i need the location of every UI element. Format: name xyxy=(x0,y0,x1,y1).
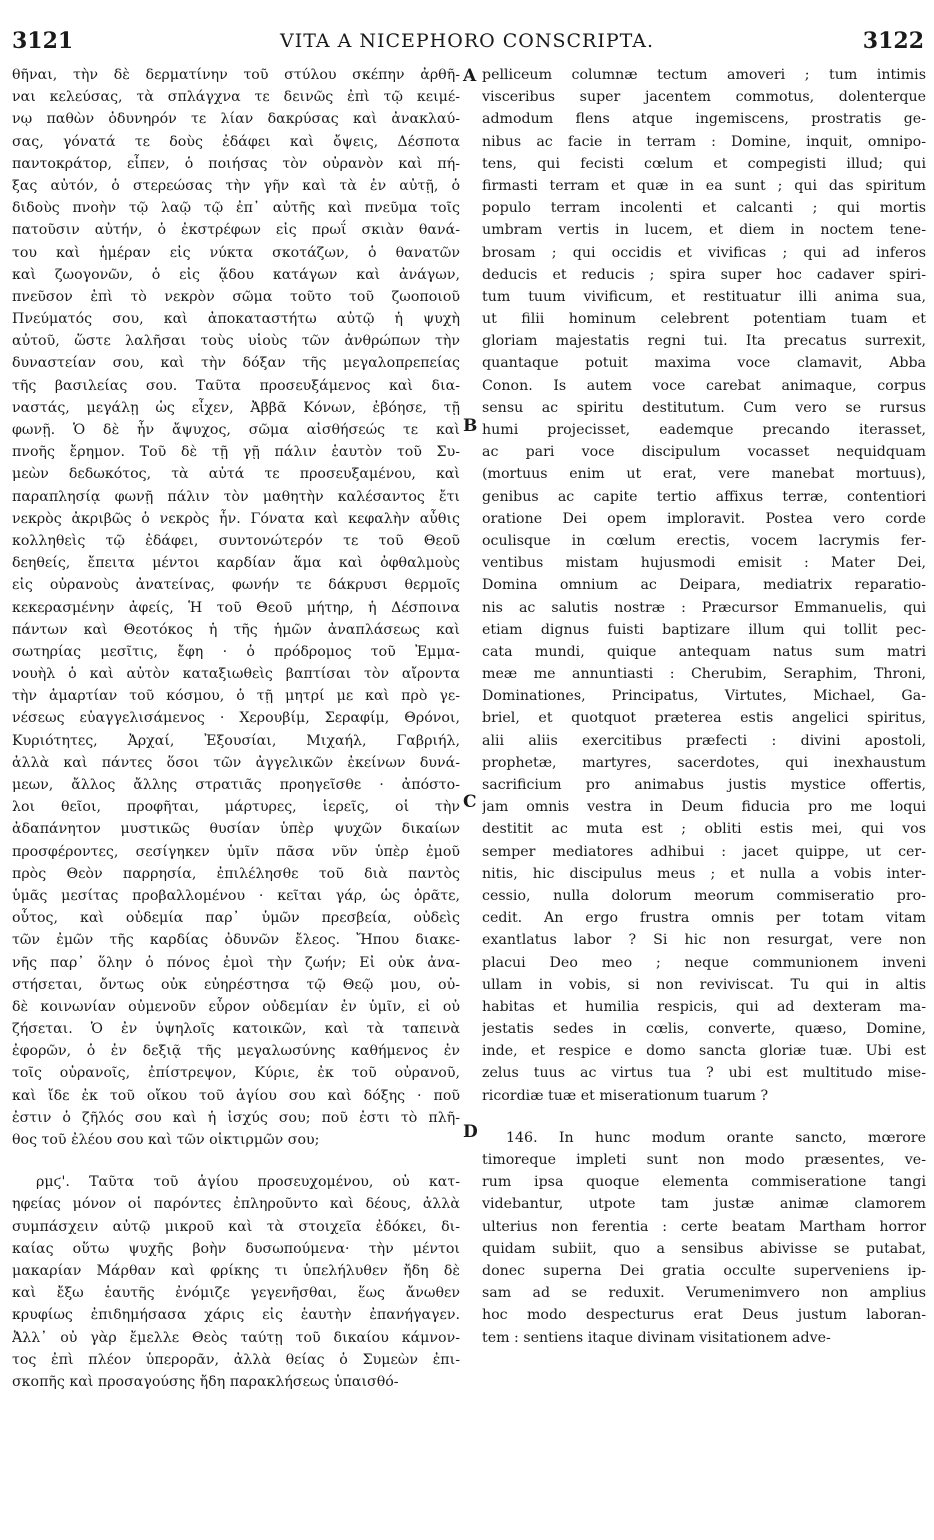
section-marker-a: A xyxy=(463,66,477,86)
section-marker-c: C xyxy=(463,792,477,812)
latin-text-line: tum tuum vivificum, et restituatur illi anima sua, xyxy=(482,288,926,305)
latin-text-line: rum ipsa quoque elementa commiseratione tangi xyxy=(482,1174,926,1191)
latin-text-line: tem : sentiens itaque divinam visitationem adve- xyxy=(482,1329,831,1346)
latin-text-line: ventibus mistam hujusmodi emisit : Mater Dei, xyxy=(482,555,926,572)
greek-text-line: θος τοῦ ἐλέου σου καὶ τῶν οἰκτιρμῶν σου; xyxy=(12,1132,320,1148)
latin-text-line: ut filii hominum celebrent potentiam tuam et xyxy=(482,311,926,328)
latin-text-line: sacrificium pro animabus justis mystice offertis, xyxy=(482,777,926,793)
section-marker-b: B xyxy=(463,416,478,436)
greek-text-line: Κυριότητες, Ἀρχαί, Ἐξουσίαι, Μιχαήλ, Γαβριήλ, xyxy=(12,732,460,749)
latin-text-line: sensu ac spiritu destitutum. Cum vero se rursus xyxy=(482,399,926,416)
latin-text-line: oratione Dei opem imploravit. Postea vero corde xyxy=(482,510,926,527)
greek-text-line: αὐτοῦ, ὥστε λαλῆσαι τοὺς υἱοὺς τῶν ἀνθρώπων τὴν xyxy=(12,333,460,350)
latin-text-line: destitit ac muta est ; obliti estis mei, qui vos xyxy=(482,821,926,838)
latin-text-line: Domina omnium ac Deipara, mediatrix reparatio- xyxy=(482,577,926,594)
latin-text-line: deducis et reducis ; spira super hoc cadaver spiri- xyxy=(482,266,926,283)
latin-text-line: ac pari voce discipulum vocasset nequidquam xyxy=(482,444,926,461)
greek-text-line: ζήσεται. Ὁ ἐν ὑψηλοῖς κατοικῶν, καὶ τὰ ταπεινὰ xyxy=(12,1021,460,1038)
greek-text-line: κρυφίως ἐπιδημήσασα χάρις εἰς ἑαυτὴν ἐπανήγαγεν. xyxy=(12,1307,460,1324)
latin-text-line: 146. In hunc modum orante sancto, mœrore xyxy=(506,1129,926,1146)
page-header xyxy=(0,28,934,60)
running-title: VITA A NICEPHORO CONSCRIPTA. xyxy=(279,30,655,52)
latin-text-line: umbram vertis in lucem, et diem in noctem tene- xyxy=(482,222,926,239)
latin-text-line: nitis, hic discipulus meus ; et nulla a vobis inter- xyxy=(482,865,926,882)
latin-text-line: cata mundi, quique antequam natus sum matri xyxy=(482,643,926,660)
latin-text-line: semper mediatores adhibui : jacet quippe, ut cer- xyxy=(482,843,926,860)
greek-text-line: ηφείας μόνον οἱ παρόντες ἐπληροῦντο καὶ δέους, ἀλλὰ xyxy=(12,1196,460,1213)
greek-text-line: καίας οὕτω ψυχῆς βοὴν δυσωπούμενα· τὴν μέντοι xyxy=(12,1240,460,1257)
latin-text-line: hoc modo despecturus erat Deus justum laboran- xyxy=(482,1307,926,1324)
greek-text-line: ξας αὐτόν, ὁ στερεώσας τὴν γῆν καὶ τὰ ἐν αὐτῇ, ὁ xyxy=(12,177,460,194)
latin-column xyxy=(482,64,926,1349)
greek-text-line: οὗτος, καὶ οὐδεμία παρ᾿ ὑμῶν πρεσβεία, οὐδεὶς xyxy=(12,910,460,927)
greek-text-line: ὑμᾶς μεσίτας προβαλλομένου · κεῖται γάρ, ὡς ὁρᾶτε, xyxy=(12,887,460,904)
latin-text-line: tens, qui fecisti cœlum et compegisti illud; qui xyxy=(482,155,926,172)
greek-text-line: πατοῦσιν αὐτήν, ὁ ἐκστρέφων εἰς πρωΐ σκιὰν θανά- xyxy=(12,222,460,239)
greek-text-line: μεὼν δεδωκότος, τὰ αὐτά τε προσευξαμένου, καὶ xyxy=(12,466,460,483)
latin-text-line: ulterius non ferentia : certe beatam Martham horror xyxy=(482,1218,926,1235)
latin-text-line: nibus ac facie in terram : Domine, inquit, omnipo- xyxy=(482,133,926,150)
greek-text-line: κολληθεὶς τῷ ἐδάφει, συντονώτερόν τε τοῦ Θεοῦ xyxy=(12,532,460,549)
latin-text-line: cedit. An ergo frustra omnis per totam vitam xyxy=(482,910,926,927)
greek-text-line: Ἀλλ᾿ οὐ γὰρ ἔμελλε Θεὸς ταύτῃ τοῦ δικαίου κάμνον- xyxy=(12,1329,460,1346)
greek-text-line: μεων, ἄλλος ἄλλης στρατιᾶς προηγεῖσθε · ἀπόστο- xyxy=(12,777,460,793)
latin-text-line: brosam ; qui occidis et vivificas ; qui ad inferos xyxy=(482,244,926,261)
section-marker-d: D xyxy=(463,1122,478,1142)
greek-text-line: δυναστείαν σου, καὶ τὴν δόξαν τῆς μεγαλοπρεπείας xyxy=(12,355,460,372)
greek-text-line: καὶ ἔξω ἑαυτῆς ἐνόμιζε γεγενῆσθαι, ἕως ἄνωθεν xyxy=(12,1285,460,1302)
greek-text-line: καὶ ζωογονῶν, ὁ εἰς ᾅδου κατάγων καὶ ἀνάγων, xyxy=(12,266,460,283)
latin-text-line: jam omnis vestra in Deum fiducia pro me loqui xyxy=(482,799,926,816)
page-number-right: 3122 xyxy=(862,28,924,54)
greek-text-line: νεκρὸς ἀκριβῶς ὁ νεκρὸς ἦν. Γόνατα καὶ κεφαλὴν αὖθις xyxy=(12,510,460,527)
greek-text-line: Πνεύματός σου, καὶ ἀποκαταστήτω αὐτῷ ἡ ψυχὴ xyxy=(12,311,460,328)
greek-text-line: νῆς παρ᾿ ὅλην ὁ πόνος ἐμοὶ τὴν ζωήν; Εἰ οὐκ ἀνα- xyxy=(12,954,460,971)
latin-text-line: meæ me annuntiasti : Cherubim, Seraphim, Throni, xyxy=(482,666,926,683)
latin-text-line: humi projecisset, eademque precando iterasset, xyxy=(482,422,926,438)
greek-text-line: προσφέροντες, σεσίγηκεν ὑμῖν πᾶσα νῦν ὑπὲρ ἐμοῦ xyxy=(12,843,460,860)
greek-text-line: πρὸς Θεὸν παρρησία, ἐπιλέλησθε τοῦ διὰ παντὸς xyxy=(12,865,460,882)
greek-text-line: δεηθείς, ἔπειτα μέντοι καρδίαν ἅμα καὶ ὀφθαλμοὺς xyxy=(12,555,460,572)
latin-text-line: Conon. Is autem voce carebat animaque, corpus xyxy=(482,377,926,394)
greek-text-line: τὴν ἁμαρτίαν τοῦ κόσμου, ὁ τῇ μητρί με καὶ πρὸ γε- xyxy=(12,688,460,705)
greek-text-line: δὲ κοινωνίαν οὐμενοῦν εὗρον οὐδεμίαν ἐν ὑμῖν, εἰ οὐ xyxy=(12,998,460,1015)
greek-text-line: σωτηρίας μεσῖτις, ἔφη · ὁ πρόδρομος τοῦ Ἐμμα- xyxy=(12,643,460,660)
greek-text-line: ἀδαπάνητον μυστικῶς θυσίαν ὑπὲρ ψυχῶν δικαίων xyxy=(12,821,460,838)
latin-text-line: visceribus super jacentem commotus, dolenterque xyxy=(482,89,926,106)
greek-text-line: παραπλησίᾳ φωνῇ πάλιν τὸν μαθητὴν καλέσαντος ἔτι xyxy=(12,488,460,505)
latin-text-line: firmasti terram et quæ in ea sunt ; qui das spiritum xyxy=(482,177,926,194)
greek-text-line: παντοκράτορ, εἶπεν, ὁ ποιήσας τὸν οὐρανὸν καὶ πή- xyxy=(12,155,460,172)
latin-text-line: inde, et respice e domo sancta gloriæ tuæ. Ubi est xyxy=(482,1043,926,1060)
greek-text-line: του καὶ ἡμέραν εἰς νύκτα σκοτάζων, ὁ θανατῶν xyxy=(12,244,460,261)
greek-text-line: τος ἐπὶ πλέον ὑπερορᾶν, ἀλλὰ θείας ὁ Συμεὼν ἐπι- xyxy=(12,1351,460,1368)
paragraph-gap xyxy=(12,1151,460,1171)
latin-text-line: cessio, nulla dolorum meorum commiseratio pro- xyxy=(482,887,926,904)
greek-text-line: καὶ ἴδε ἐκ τοῦ οἴκου τοῦ ἁγίου σου καὶ δόξης · ποῦ xyxy=(12,1087,460,1104)
greek-text-line: ἀλλὰ καὶ πάντες ὅσοι τῶν ἀγγελικῶν ἐκείνων δυνά- xyxy=(12,754,460,771)
latin-text-line: (mortuus enim ut erat, vere manebat mortuus), xyxy=(482,466,926,483)
latin-text-line: prophetæ, martyres, sacerdotes, qui inexhaustum xyxy=(482,754,926,771)
latin-text-line: jestatis sedes in cœlis, converte, quæso, Domine, xyxy=(482,1021,926,1038)
latin-text-line: gloriam majestatis regni tui. Ita precatus surrexit, xyxy=(482,333,926,350)
latin-text-line: videbantur, utpote tam justæ animæ clamorem xyxy=(482,1196,926,1213)
latin-text-line: oculisque in cœlum erectis, vocem lacrymis fer- xyxy=(482,532,926,549)
greek-text-line: συμπάσχειν αὐτῷ μικροῦ καὶ τὰ στοιχεῖα ἐδόκει, δι- xyxy=(12,1218,460,1235)
greek-text-line: σκοπῆς καὶ προσαγούσης ἤδη παρακλήσεως ὑπαισθό- xyxy=(12,1373,399,1390)
greek-text-line: πνοῆς ἔρημον. Τοῦ δὲ τῇ γῇ πάλιν ἑαυτὸν τοῦ Συ- xyxy=(12,444,460,461)
greek-column xyxy=(12,64,460,1393)
latin-text-line: Dominationes, Principatus, Virtutes, Michael, Ga- xyxy=(482,688,926,705)
latin-text-line: etiam dignus fuisti baptizare illum qui tollit pec- xyxy=(482,621,926,638)
greek-text-line: πάντων καὶ Θεοτόκος ἡ τῆς ἡμῶν ἀναπλάσεως καὶ xyxy=(12,621,460,638)
latin-text-line: sam ad se reduxit. Verumenimvero non amplius xyxy=(482,1285,926,1302)
greek-text-line: τῆς βασιλείας σου. Ταῦτα προσευξάμενος καὶ δια- xyxy=(12,377,460,394)
greek-text-line: μακαρίαν Μάρθαν καὶ φρίκης τι ὑπελήλυθεν ἤδη δὲ xyxy=(12,1262,460,1279)
greek-text-line: τοῖς οὐρανοῖς, ἐπίστρεψον, Κύριε, ἐκ τοῦ οὐρανοῦ, xyxy=(12,1065,460,1082)
latin-text-line: donec superna Dei gratia occulte superveniens ip- xyxy=(482,1262,926,1279)
latin-text-line: placui Deo meo ; neque communionem inveni xyxy=(482,954,926,971)
greek-text-line: κεκερασμένην ἀφείς, Ἡ τοῦ Θεοῦ μήτηρ, ἡ Δέσποινα xyxy=(12,599,460,616)
greek-text-line: νέσεως εὐαγγελισάμενος · Χερουβίμ, Σεραφίμ, Θρόνοι, xyxy=(12,710,460,727)
greek-text-line: σας, γόνατά τε δοὺς ἐδάφει καὶ ὄψεις, Δέσποτα xyxy=(12,133,460,150)
greek-text-line: ρμϛ'. Ταῦτα τοῦ ἁγίου προσευχομένου, οὐ κατ- xyxy=(36,1174,460,1191)
greek-text-line: θῆναι, τὴν δὲ δερματίνην τοῦ στύλου σκέπην ἀρθῆ- xyxy=(12,67,460,83)
latin-text-line: alii aliis exercitibus præfecti : divini apostoli, xyxy=(482,732,926,749)
greek-text-line: ἐστιν ὁ ζῆλός σου καὶ ἡ ἰσχύς σου; ποῦ ἐστι τὸ πλῆ- xyxy=(12,1109,460,1126)
page-number-left: 3121 xyxy=(12,28,74,54)
greek-text-line: ναι κελεύσας, τὰ σπλάγχνα τε δεινῶς ἐπὶ τῷ κειμέ- xyxy=(12,89,460,106)
latin-text-line: pelliceum columnæ tectum amoveri ; tum intimis xyxy=(482,67,926,83)
latin-text-line: quidam subiit, quo a sensibus abivisse se putabat, xyxy=(482,1240,926,1257)
latin-text-line: exantlatus labor ? Si hic non resurgat, vere non xyxy=(482,932,926,949)
greek-text-line: στήσεται, ὄντως οὐκ εὐηρέστησα τῷ Θεῷ μου, οὐ- xyxy=(12,976,460,993)
latin-text-line: briel, et quotquot præterea estis angelici spiritus, xyxy=(482,710,926,727)
latin-text-line: ullam in vobis, si non reviviscat. Tu qui in altis xyxy=(482,976,926,993)
greek-text-line: φωνῇ. Ὁ δὲ ἦν ἄψυχος, σῶμα αἰσθήσεώς τε καὶ xyxy=(12,422,460,438)
latin-text-line: zelus tuus ac virtus tua ? ubi est multitudo mise- xyxy=(482,1065,926,1082)
greek-text-line: λοι θεῖοι, προφῆται, μάρτυρες, ἱερεῖς, οἱ τὴν xyxy=(12,799,460,816)
latin-text-line: quantaque potuit maxima voce clamavit, Abba xyxy=(482,355,926,372)
greek-text-line: τῶν ἐμῶν τῆς καρδίας ὀδυνῶν ἔλεος. Ἤπου διακε- xyxy=(12,932,460,949)
greek-text-line: νῳ παθὼν ὀδυνηρόν τε λίαν δακρύσας καὶ ἀνακλαύ- xyxy=(12,111,460,128)
paragraph-gap xyxy=(482,1107,926,1127)
latin-text-line: nis ac salutis nostræ : Præcursor Emmanuelis, qui xyxy=(482,599,926,616)
latin-text-line: timoreque impleti sunt non modo præsentes, ve- xyxy=(482,1152,926,1168)
latin-text-line: admodum flens atque ingemiscens, prostratis ge- xyxy=(482,111,926,128)
greek-text-line: πνεῦσον ἐπὶ τὸ νεκρὸν σῶμα τοῦτο τοῦ ζωοποιοῦ xyxy=(12,288,460,305)
latin-text-line: habitas et humilia respicis, qui ad dexteram ma- xyxy=(482,998,926,1015)
greek-text-line: ναστάς, μεγάλῃ ὡς εἶχεν, Ἀββᾶ Κόνων, ἐβόησε, τῇ xyxy=(12,399,460,416)
greek-text-line: νουὴλ ὁ καὶ αὐτὸν καταξιωθεὶς βαπτίσαι τὸν αἴροντα xyxy=(12,666,460,683)
greek-text-line: ἐφορῶν, ὁ ἐν δεξιᾷ τῆς μεγαλωσύνης καθήμενος ἐν xyxy=(12,1043,460,1060)
latin-text-line: genibus ac capite tertio affixus terræ, contentiori xyxy=(482,488,926,505)
latin-text-line: populo terram incolenti et calcanti ; qui mortis xyxy=(482,200,926,217)
latin-text-line: ricordiæ tuæ et miserationum tuarum ? xyxy=(482,1087,769,1104)
greek-text-line: διδοὺς πνοὴν τῷ λαῷ τῷ ἐπ᾿ αὐτῆς καὶ πνεῦμα τοῖς xyxy=(12,200,460,217)
greek-text-line: εἰς οὐρανοὺς ἀνατείνας, φωνήν τε δάκρυσι θερμοῖς xyxy=(12,577,460,594)
